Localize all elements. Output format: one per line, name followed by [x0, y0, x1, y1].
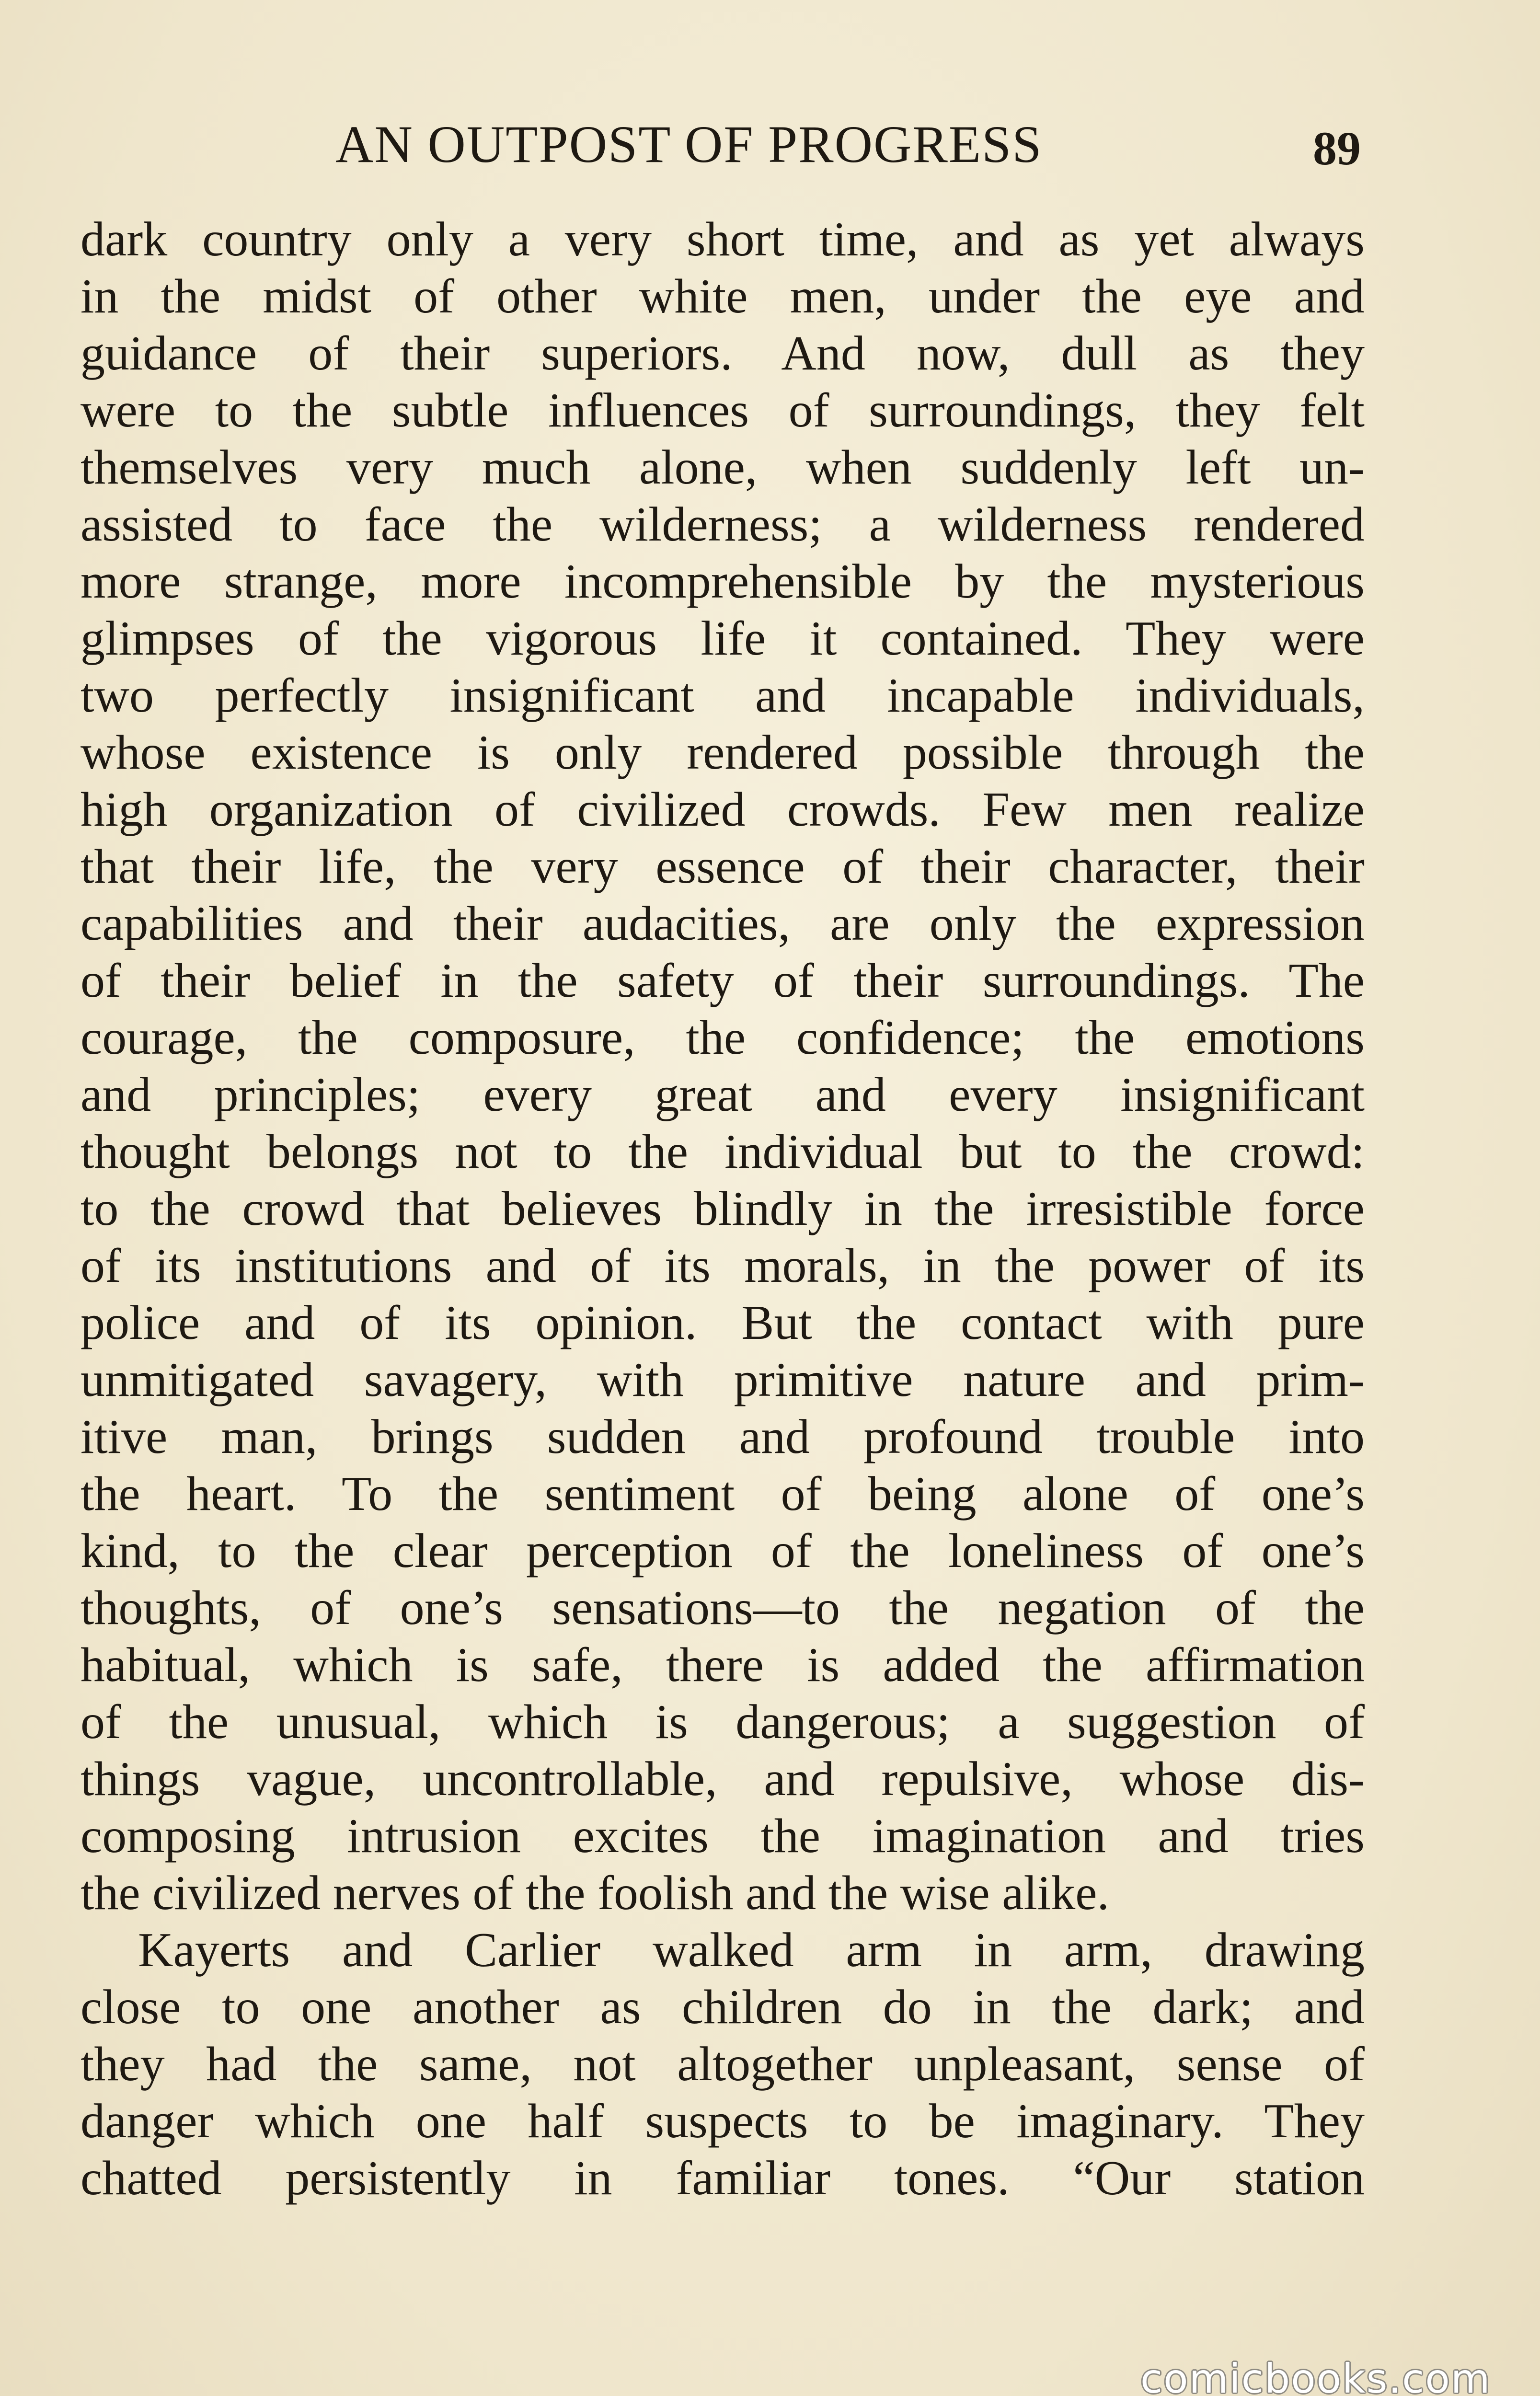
text-line: two perfectly insignificant and incapable individuals, [80, 668, 1365, 723]
text-line: the civilized nerves of the foolish and the wise alike. [80, 1866, 1109, 1920]
text-line: and principles; every great and every insignificant [80, 1068, 1365, 1122]
text-line: itive man, brings sudden and profound trouble into [80, 1410, 1365, 1464]
text-line: whose existence is only rendered possible through the [80, 726, 1365, 780]
page-header [0, 114, 1540, 176]
text-line: police and of its opinion. But the contact with pure [80, 1296, 1365, 1350]
text-line: of its institutions and of its morals, in the power of its [80, 1239, 1365, 1293]
text-line: the heart. To the sentiment of being alone of one’s [80, 1467, 1365, 1521]
text-line: danger which one half suspects to be imaginary. They [80, 2094, 1365, 2148]
text-line: glimpses of the vigorous life it contained. They were [80, 611, 1365, 666]
text-line: guidance of their superiors. And now, dull as they [80, 326, 1365, 380]
text-line: composing intrusion excites the imagination and tries [80, 1809, 1365, 1863]
text-line: close to one another as children do in the dark; and [80, 1980, 1365, 2034]
text-line: habitual, which is safe, there is added the affirmation [80, 1638, 1365, 1692]
text-line: of the unusual, which is dangerous; a suggestion of [80, 1695, 1365, 1749]
text-line: more strange, more incomprehensible by the mysterious [80, 554, 1365, 609]
text-line: that their life, the very essence of their character, their [80, 840, 1365, 894]
text-line: they had the same, not altogether unpleasant, sense of [80, 2037, 1365, 2091]
text-line: kind, to the clear perception of the loneliness of one’s [80, 1524, 1365, 1578]
paragraph-2 [80, 1922, 1365, 2207]
page-number: 89 [1313, 122, 1361, 175]
watermark: comicbooks.com [1140, 2355, 1491, 2396]
text-line: chatted persistently in familiar tones. “Our station [80, 2151, 1365, 2205]
text-line: Kayerts and Carlier walked arm in arm, drawing [138, 1923, 1365, 1977]
text-line: themselves very much alone, when suddenly left un- [80, 440, 1365, 495]
text-line: to the crowd that believes blindly in the irresistible force [80, 1182, 1365, 1236]
text-line: unmitigated savagery, with primitive nature and prim- [80, 1353, 1365, 1407]
text-line: courage, the composure, the confidence; the emotions [80, 1011, 1365, 1065]
text-line: things vague, uncontrollable, and repulsive, whose dis- [80, 1752, 1365, 1806]
text-line: high organization of civilized crowds. Few men realize [80, 783, 1365, 837]
text-line: of their belief in the safety of their surroundings. The [80, 954, 1365, 1008]
text-line: thought belongs not to the individual but to the crowd: [80, 1125, 1365, 1179]
paragraph-1 [80, 211, 1365, 1922]
text-line: thoughts, of one’s sensations—to the negation of the [80, 1581, 1365, 1635]
text-line: were to the subtle influences of surroundings, they felt [80, 383, 1365, 438]
text-line: capabilities and their audacities, are only the expression [80, 897, 1365, 951]
text-line: in the midst of other white men, under the eye and [80, 269, 1365, 323]
running-title: AN OUTPOST OF PROGRESS [335, 115, 1043, 173]
text-line: dark country only a very short time, and as yet always [80, 212, 1365, 266]
body-text [80, 211, 1365, 2207]
text-line: assisted to face the wilderness; a wilderness rendered [80, 497, 1365, 552]
